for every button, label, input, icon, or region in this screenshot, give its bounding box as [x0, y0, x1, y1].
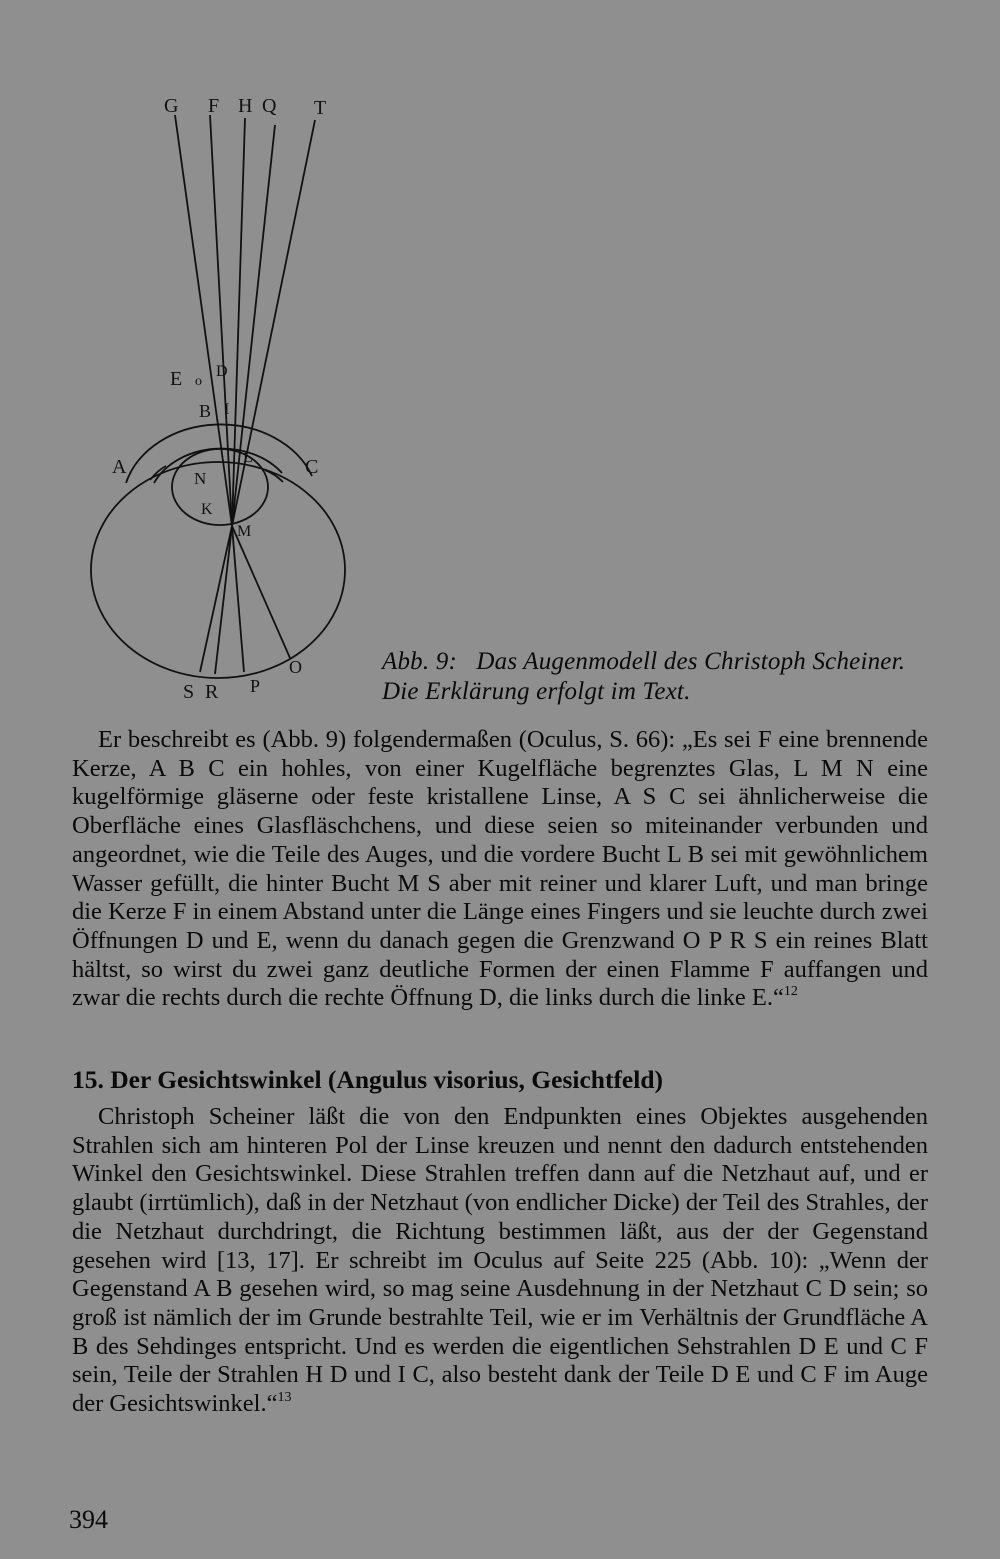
label-C: C: [305, 456, 319, 478]
label-A: A: [112, 456, 127, 478]
footnote-ref-13: 13: [277, 1390, 292, 1406]
label-L: L: [243, 449, 253, 466]
label-E: E: [170, 368, 183, 390]
label-S: S: [183, 681, 195, 703]
eye-model-diagram: [70, 80, 370, 710]
eye-model-figure: [70, 80, 370, 710]
label-I: I: [224, 401, 230, 418]
ray-to-R: [215, 526, 232, 674]
paragraph2-text: Christoph Scheiner läßt die von den Endpunkten eines Objektes ausgehenden Strahlen sich am hinteren Pol der Linse kreuzen und nennt den dadurch entstehenden Winkel den Gesichtswinkel. Diese Strahlen treffen dann auf die Netzhaut auf, und er glaubt (irrtümlich), daß in der Netzhaut (von endlicher Dicke) der Teil des Strahles, der die Netzhaut durchdringt, die Richtung bestimmen läßt, aus der der Gegenstand gesehen wird [13, 17]. Er schreibt im Oculus auf Seite 225 (Abb. 10): „Wenn der Gegenstand A B gesehen wird, so mag seine Ausdehnung in der Netzhaut C D sein; so groß ist nämlich der im Grunde bestrahlte Teil, wie er im Verhältnis der Grundfläche A B des Sehdinges entspricht. Und es werden die eigentlichen Sehstrahlen D E und C F sein, Teile der Strahlen H D und I C, also besteht dank der Teile D E und C F im Auge der Gesichtswinkel.“: [72, 1103, 928, 1418]
label-K: K: [201, 501, 213, 518]
label-N: N: [194, 469, 207, 488]
label-F: F: [208, 95, 220, 117]
paragraph-gesichtswinkel: [72, 1103, 928, 1419]
label-G: G: [164, 95, 179, 117]
label-P: P: [250, 676, 261, 696]
paragraph-quote-oculus: [72, 726, 928, 1013]
label-H: H: [238, 95, 253, 117]
label-Q: Q: [262, 95, 277, 117]
ray-G: [175, 115, 232, 526]
label-D: D: [216, 363, 228, 380]
page-number: 394: [69, 1505, 108, 1534]
label-o: o: [195, 374, 202, 389]
label-R: R: [205, 681, 219, 703]
label-O: O: [289, 657, 302, 677]
lens: [172, 449, 268, 525]
paragraph1-text: Er beschreibt es (Abb. 9) folgendermaßen (Oculus, S. 66): „Es sei F eine brennende Kerze, A B C ein hohles, von einer Kugelfläche begrenztes Glas, L M N eine kugelförmige gläserne oder feste kristallene Linse, A S C sei ähnlicherweise die Oberfläche eines Glasfläschchens, und diese seien so miteinander verbunden und angeordnet, wie die Teile des Auges, und die vordere Bucht L B sei mit gewöhnlichem Wasser gefüllt, die hinter Bucht M S aber mit reiner und klarer Luft, und man bringe die Kerze F in einem Abstand unter die Länge eines Fingers und sie leuchte durch zwei Öffnungen D und E, wenn du danach gegen die Grenzwand O P R S ein reines Blatt hältst, so wirst du zwei ganz deutliche Formen der einen Flamme F auffangen und zwar die rechts durch die rechte Öffnung D, die links durch die linke E.“: [72, 726, 928, 1012]
ray-F: [210, 115, 232, 526]
caption-text: Das Augenmodell des Christoph Scheiner. Die Erklärung erfolgt im Text.: [382, 648, 906, 705]
figure-caption: [382, 647, 932, 707]
label-T: T: [314, 97, 327, 119]
caption-label: Abb. 9:: [382, 648, 457, 675]
label-B: B: [199, 401, 212, 421]
footnote-ref-12: 12: [783, 984, 798, 1000]
ray-to-S: [200, 526, 232, 672]
label-M: M: [237, 523, 252, 540]
section-heading: 15. Der Gesichtswinkel (Angulus visorius, Gesichtfeld): [72, 1065, 664, 1094]
